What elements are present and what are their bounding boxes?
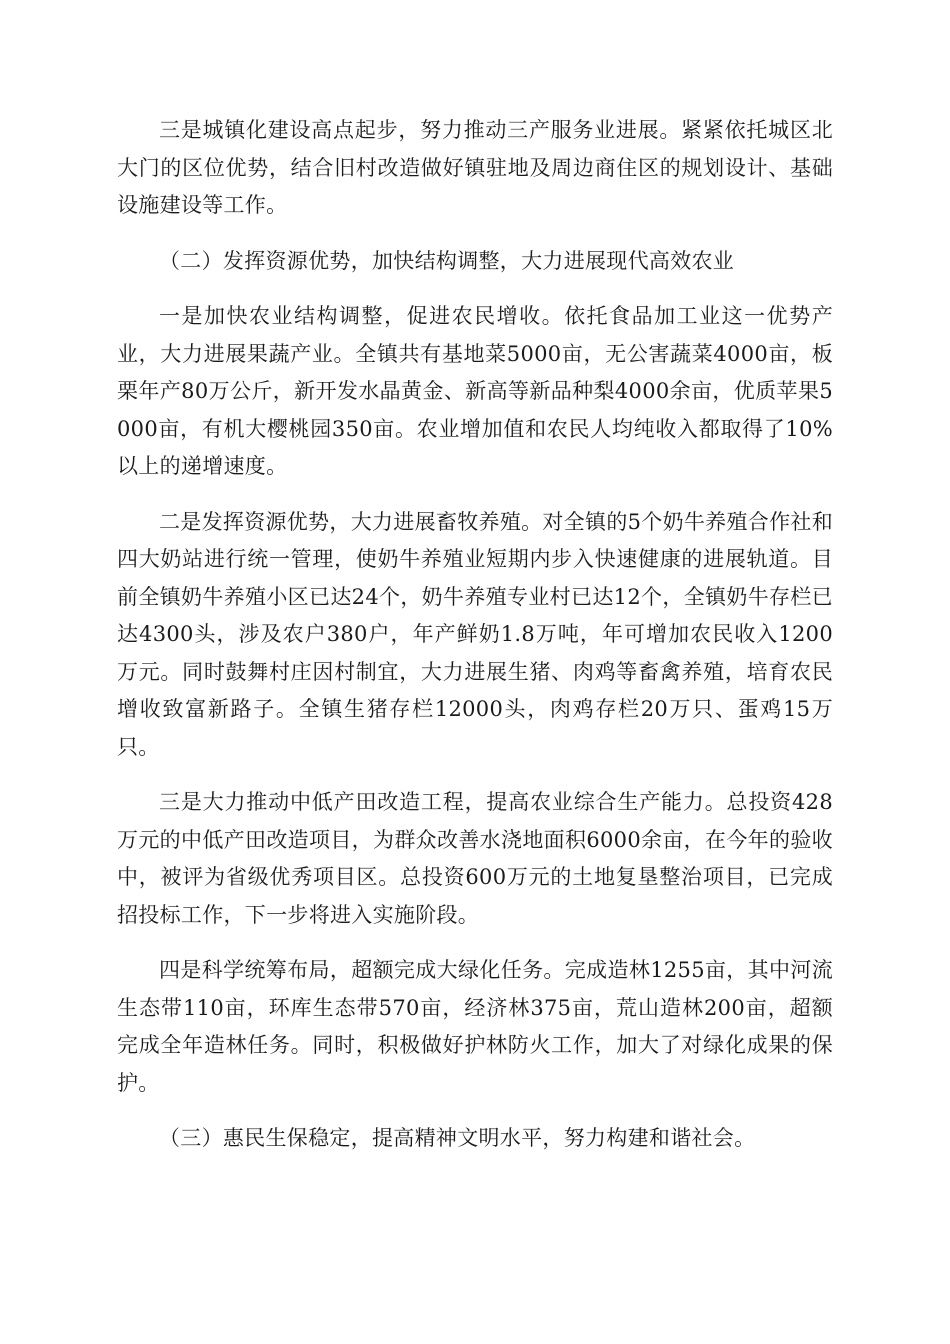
paragraph-livestock: 二是发挥资源优势，大力进展畜牧养殖。对全镇的5个奶牛养殖合作社和四大奶站进行统一管理，使奶牛养殖业短期内步入快速健康的进展轨道。目前全镇奶牛养殖小区已达24个，奶牛养殖专业村已达12个，全镇奶牛存栏已达4300头，涉及农户380户，年产鲜奶1.8万吨，年可增加农民收入1200万元。同时鼓舞村庄因村制宜，大力进展生猪、肉鸡等畜禽养殖，培育农民增收致富新路子。全镇生猪存栏12000头，肉鸡存栏20万只、蛋鸡15万只。 — [117, 509, 833, 759]
paragraph-greening: 四是科学统筹布局，超额完成大绿化任务。完成造林1255亩，其中河流生态带110亩，环库生态带570亩，经济林375亩，荒山造林200亩，超额完成全年造林任务。同时，积极做好护林防火工作，加大了对绿化成果的保护。 — [117, 958, 833, 1095]
section-heading-livelihood: （三）惠民生保稳定，提高精神文明水平，努力构建和谐社会。 — [159, 1126, 756, 1150]
paragraph-farmland: 三是大力推动中低产田改造工程，提高农业综合生产能力。总投资428万元的中低产田改造项目，为群众改善水浇地面积6000余亩，在今年的验收中，被评为省级优秀项目区。总投资600万元的土地复垦整治项目，已完成招投标工作，下一步将进入实施阶段。 — [117, 790, 833, 927]
paragraph-agri-structure: 一是加快农业结构调整，促进农民增收。依托食品加工业这一优势产业，大力进展果蔬产业。全镇共有基地菜5000亩，无公害蔬菜4000亩，板栗年产80万公斤，新开发水晶黄金、新高等新品种梨4000余亩，优质苹果5000亩，有机大樱桃园350亩。农业增加值和农民人均纯收入都取得了10%以上的递增速度。 — [117, 304, 833, 478]
paragraph-urbanization: 三是城镇化建设高点起步，努力推动三产服务业进展。紧紧依托城区北大门的区位优势，结合旧村改造做好镇驻地及周边商住区的规划设计、基础设施建设等工作。 — [117, 118, 833, 217]
document-body — [117, 112, 833, 1158]
section-heading-agriculture: （二）发挥资源优势，加快结构调整，大力进展现代高效农业 — [159, 248, 735, 273]
